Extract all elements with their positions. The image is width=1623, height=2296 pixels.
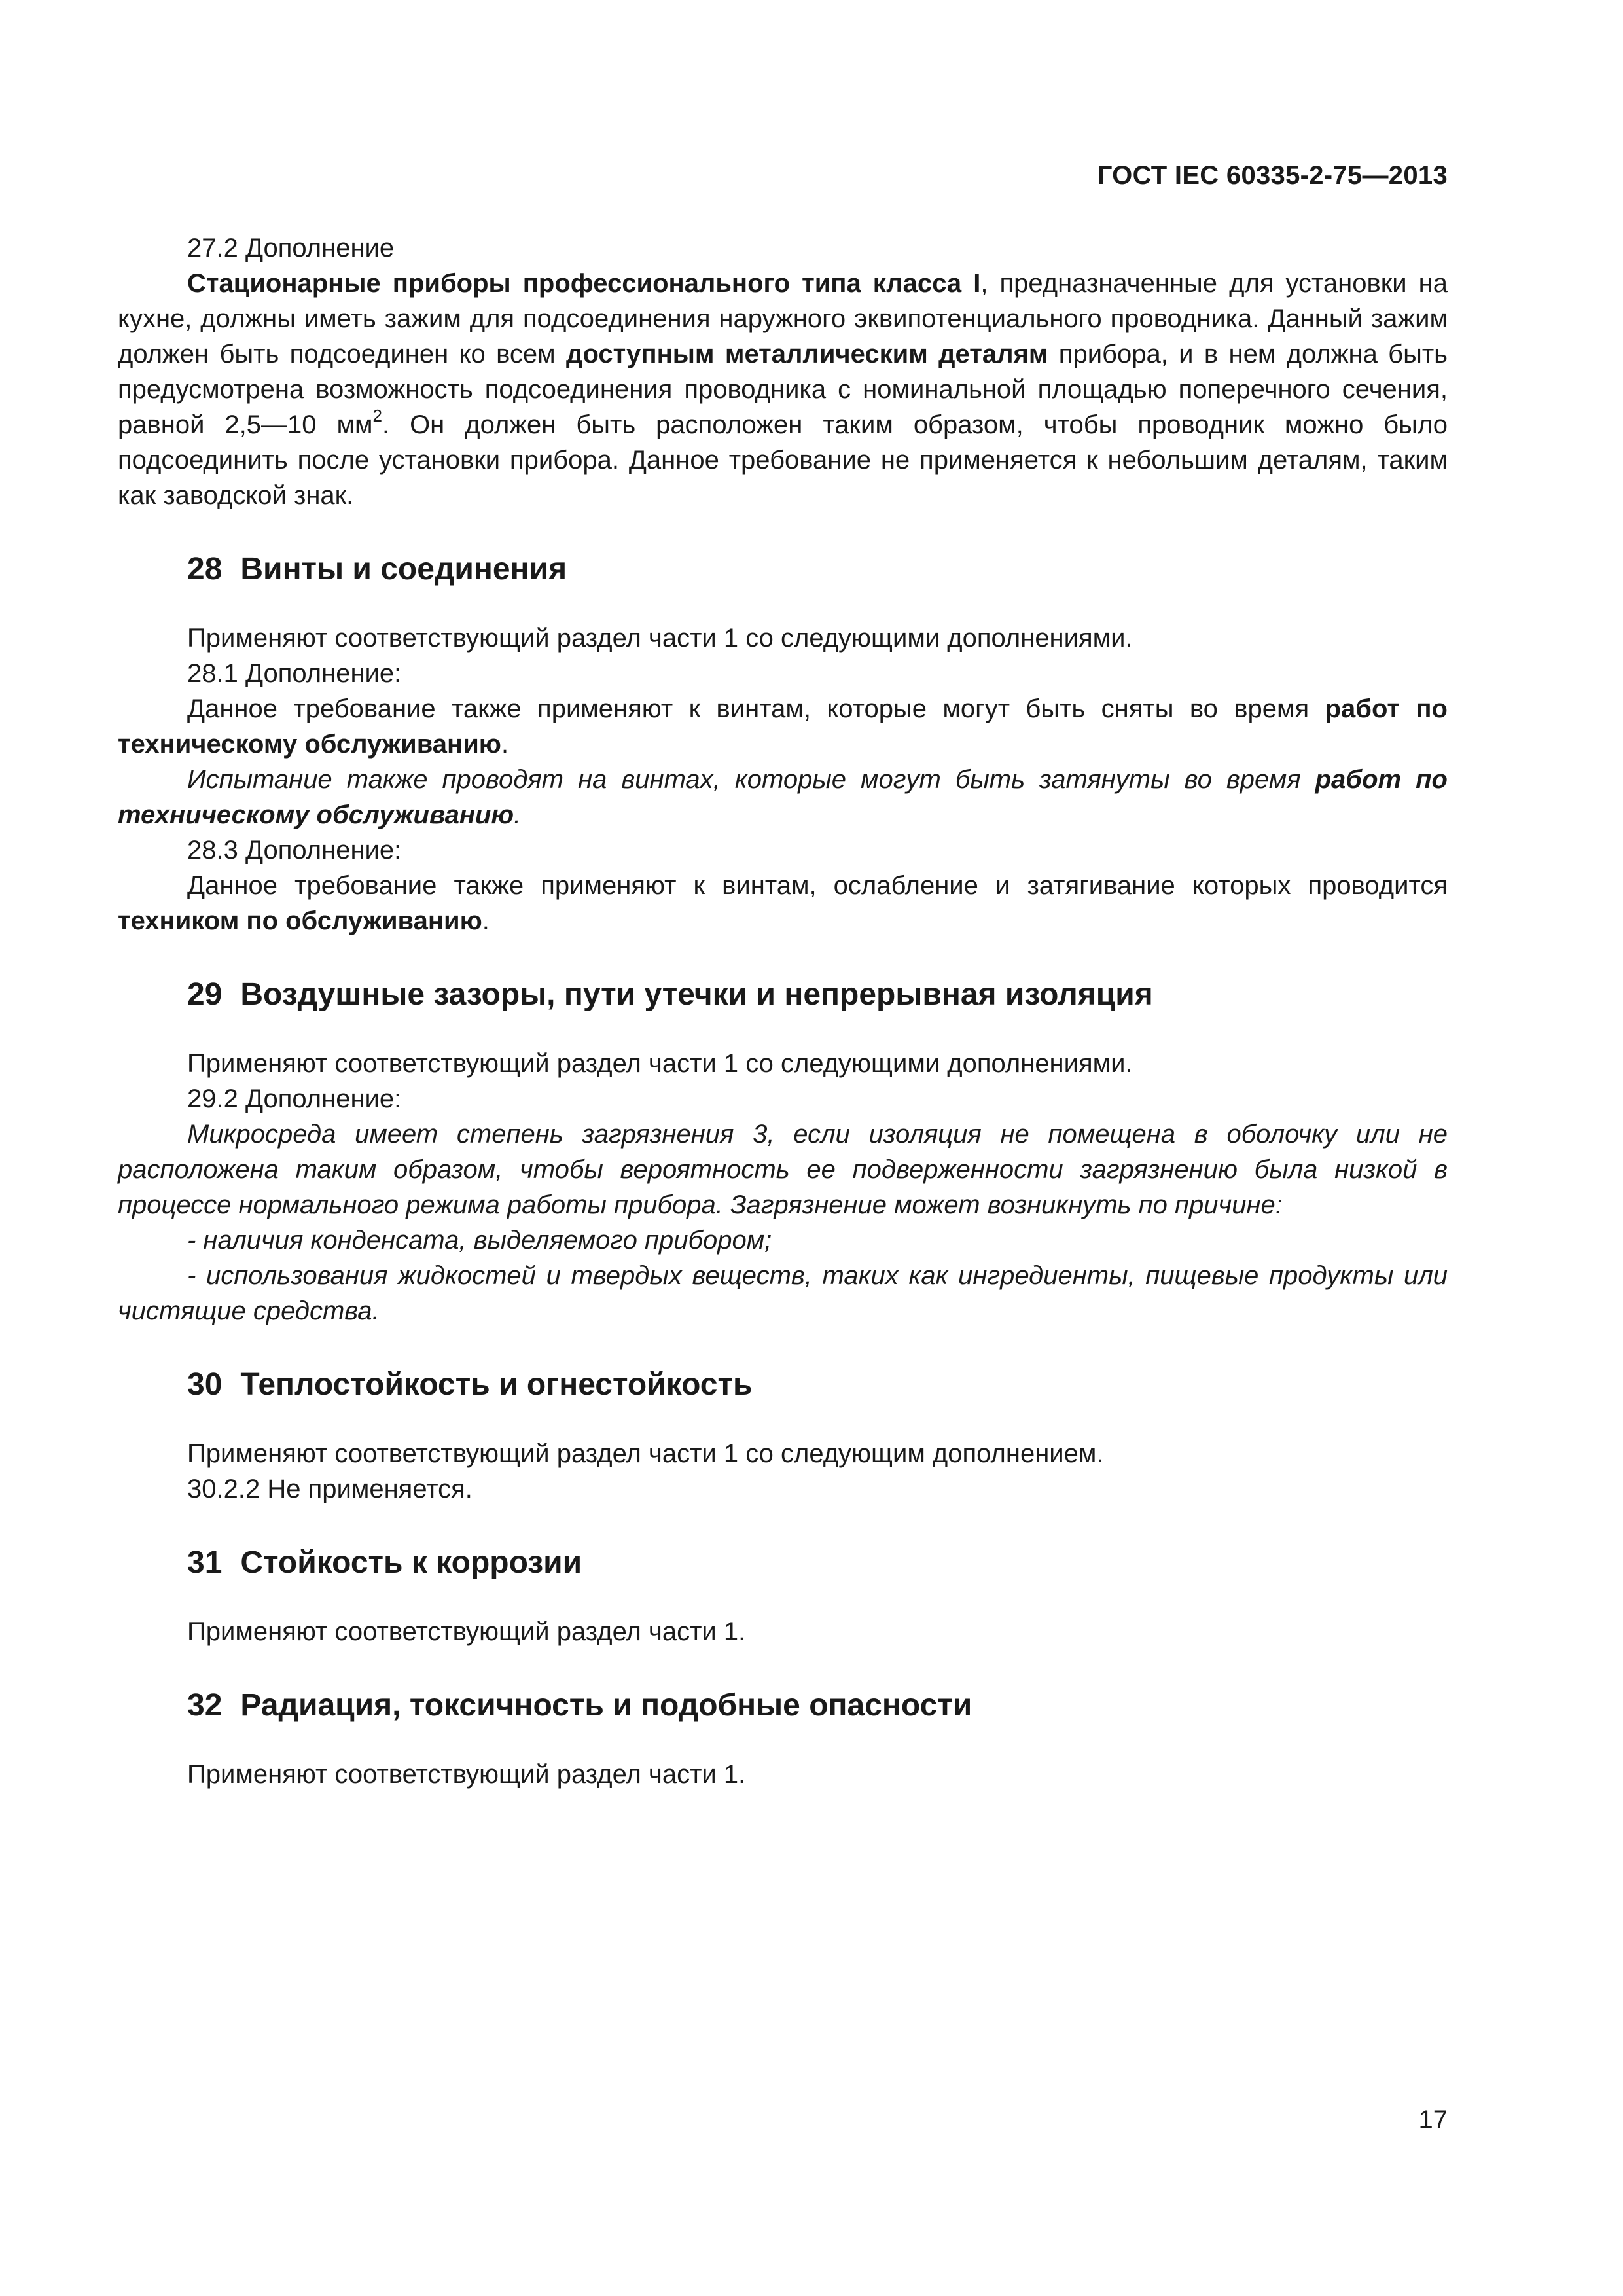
text-span: , предназначенные для установки на кухне, должны иметь зажим для подсоединения наружного эквипотенциального проводника. Данный зажим должен быть подсоединен ко всем bbox=[118, 269, 1448, 368]
text-span: . bbox=[501, 730, 509, 759]
clause-27-2-paragraph bbox=[118, 266, 1448, 513]
text-span: . Он должен быть расположен таким образом, чтобы проводник можно было подсоединить после установки прибора. Данное требование не применяется к небольшим деталям, таким как заводской знак. bbox=[118, 410, 1448, 510]
section-number: 29 bbox=[187, 977, 223, 1012]
text-span: Данное требование также применяют к винтам, которые могут быть сняты во время bbox=[187, 694, 1325, 723]
page-content bbox=[118, 230, 1448, 1792]
section-31-heading bbox=[118, 1543, 1448, 1583]
clause-28-1-text bbox=[118, 691, 1448, 762]
clause-29-2-item: - наличия конденсата, выделяемого прибором; bbox=[187, 1226, 772, 1255]
clause-30-2-2: 30.2.2 Не применяется. bbox=[187, 1475, 473, 1503]
term-accessible-metal-parts: доступным металлическим деталям bbox=[566, 340, 1048, 368]
section-28-heading bbox=[118, 550, 1448, 589]
text-span: Данное требование также применяют к винтам, ослабление и затягивание которых проводится bbox=[187, 871, 1448, 900]
section-32-intro: Применяют соответствующий раздел части 1. bbox=[187, 1760, 746, 1789]
term-maintenance-work: работ по техническому обслуживанию bbox=[118, 765, 1448, 829]
section-32-heading bbox=[118, 1686, 1448, 1725]
section-30-heading bbox=[118, 1365, 1448, 1405]
section-number: 31 bbox=[187, 1545, 223, 1580]
clause-28-3-heading: 28.3 Дополнение: bbox=[187, 836, 402, 865]
clause-28-1-heading: 28.1 Дополнение: bbox=[187, 659, 402, 688]
section-29-intro: Применяют соответствующий раздел части 1 со следующими дополнениями. bbox=[187, 1049, 1133, 1078]
section-title: Винты и соединения bbox=[240, 552, 567, 586]
section-title: Теплостойкость и огнестойкость bbox=[240, 1367, 753, 1402]
clause-28-3-text bbox=[118, 868, 1448, 939]
section-29-heading bbox=[118, 975, 1448, 1014]
term-service-technician: техником по обслуживанию bbox=[118, 906, 482, 935]
page-number: 17 bbox=[1418, 2106, 1448, 2134]
clause-29-2-item: - использования жидкостей и твердых веществ, таких как ингредиенты, пищевые продукты или чистящие средства. bbox=[118, 1261, 1448, 1325]
term-maintenance-work: работ по техническому обслуживанию bbox=[118, 694, 1448, 759]
document-code: ГОСТ IEC 60335-2-75—2013 bbox=[1097, 161, 1448, 190]
term-stationary-appliances: Стационарные приборы профессионального типа класса I bbox=[187, 269, 981, 298]
section-title: Воздушные зазоры, пути утечки и непрерывная изоляция bbox=[240, 977, 1153, 1012]
superscript: 2 bbox=[372, 405, 382, 425]
text-span: . bbox=[482, 906, 490, 935]
clause-29-2-heading: 29.2 Дополнение: bbox=[187, 1085, 402, 1113]
clause-28-1-test bbox=[118, 762, 1448, 833]
text-span: . bbox=[514, 800, 522, 829]
text-span: Испытание также проводят на винтах, которые могут быть затянуты во время bbox=[187, 765, 1315, 794]
section-28-intro: Применяют соответствующий раздел части 1 со следующими дополнениями. bbox=[187, 624, 1133, 653]
section-title: Стойкость к коррозии bbox=[240, 1545, 582, 1580]
section-number: 28 bbox=[187, 552, 223, 586]
text-span: прибора, и в нем должна быть предусмотрена возможность подсоединения проводника с номинальной площадью поперечного сечения, равной 2,5—10 мм bbox=[118, 340, 1448, 439]
clause-29-2-text: Микросреда имеет степень загрязнения 3, если изоляция не помещена в оболочку или не расположена таким образом, чтобы вероятность ее подверженности загрязнению была низкой в процессе нормального режима работы прибора. Загрязнение может возникнуть по причине: bbox=[118, 1120, 1448, 1219]
section-30-intro: Применяют соответствующий раздел части 1 со следующим дополнением. bbox=[187, 1439, 1104, 1468]
section-number: 30 bbox=[187, 1367, 223, 1402]
section-31-intro: Применяют соответствующий раздел части 1. bbox=[187, 1617, 746, 1646]
section-number: 32 bbox=[187, 1688, 223, 1723]
clause-27-2-heading: 27.2 Дополнение bbox=[187, 234, 395, 262]
section-title: Радиация, токсичность и подобные опасности bbox=[240, 1688, 972, 1723]
